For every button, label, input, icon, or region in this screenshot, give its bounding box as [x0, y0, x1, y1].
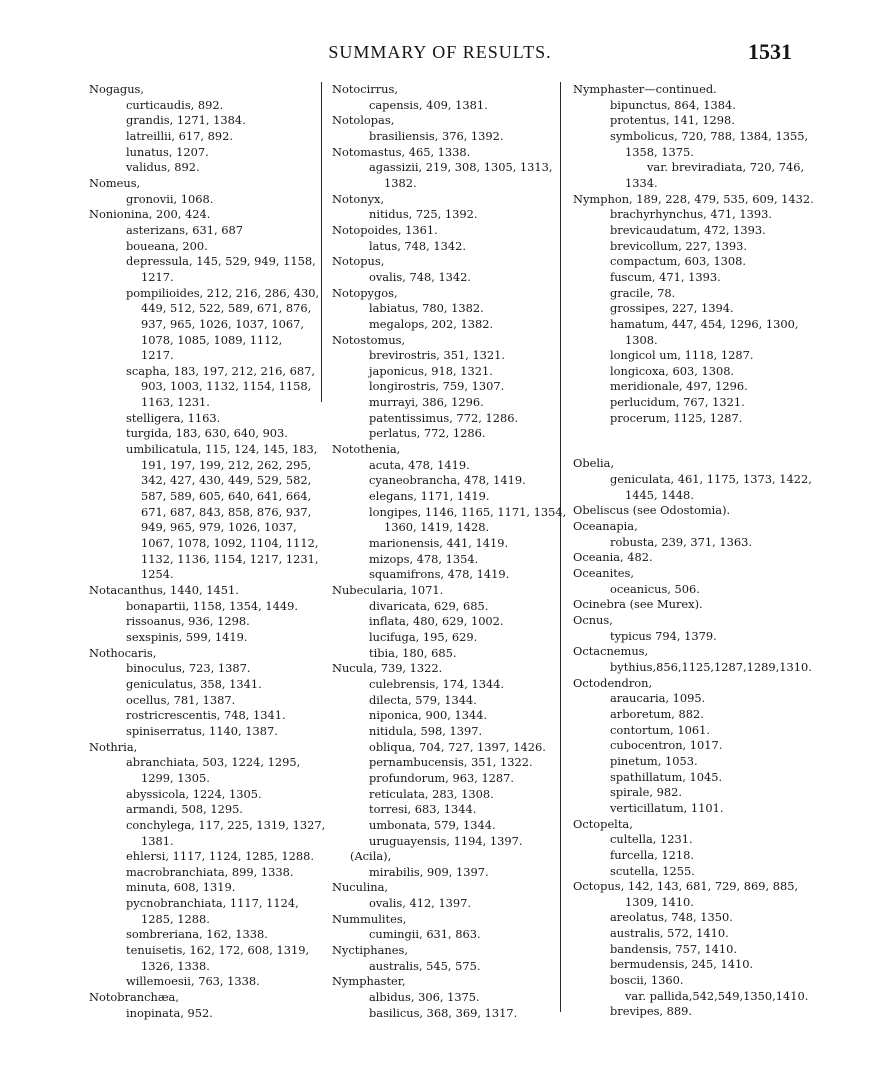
index-heading: Nummulites,	[332, 911, 407, 926]
index-column-1	[89, 82, 326, 1021]
index-entry: typicus 794, 1379.	[610, 628, 717, 643]
index-entry: perlatus, 772, 1286.	[369, 426, 486, 441]
index-entry: pinetum, 1053.	[610, 753, 698, 768]
index-entry: divaricata, 629, 685.	[369, 598, 489, 613]
index-entry: abyssicola, 1224, 1305.	[126, 786, 262, 801]
index-entry: robusta, 239, 371, 1363.	[610, 534, 752, 549]
index-entry: 1217.	[141, 269, 174, 284]
index-heading: Obelia,	[573, 456, 615, 471]
index-entry: pycnobranchiata, 1117, 1124,	[126, 896, 299, 911]
index-entry: araucaria, 1095.	[610, 691, 706, 706]
index-heading: Obeliscus (see Odostomia).	[573, 503, 731, 518]
index-entry: rostricrescentis, 748, 1341.	[126, 708, 286, 723]
index-entry: cyaneobrancha, 478, 1419.	[369, 473, 526, 488]
index-entry: 949, 965, 979, 1026, 1037,	[141, 520, 297, 535]
index-entry: 1067, 1078, 1092, 1104, 1112,	[141, 536, 319, 551]
index-entry: meridionale, 497, 1296.	[610, 379, 748, 394]
index-entry: ovalis, 748, 1342.	[369, 269, 472, 284]
index-heading: Octacnemus,	[573, 644, 649, 659]
index-heading: Notocirrus,	[332, 82, 398, 96]
column-divider	[560, 82, 561, 1012]
index-entry: ocellus, 781, 1387.	[126, 692, 236, 707]
index-entry: brasiliensis, 376, 1392.	[369, 128, 504, 143]
index-entry: furcella, 1218.	[610, 847, 695, 862]
index-heading: Oceanites,	[573, 566, 635, 581]
index-entry: geniculatus, 358, 1341.	[126, 676, 262, 691]
index-entry: bythius,856,1125,1287,1289,1310.	[610, 659, 812, 674]
index-heading: Nubecularia, 1071.	[332, 583, 444, 597]
index-heading: Nymphaster—continued.	[573, 82, 717, 96]
index-entry: 1382.	[384, 175, 417, 190]
index-entry: pompilioides, 212, 216, 286, 430,	[126, 285, 320, 300]
index-entry: curticaudis, 892.	[126, 97, 224, 112]
index-entry: verticillatum, 1101.	[610, 800, 724, 815]
index-entry: 191, 197, 199, 212, 262, 295,	[141, 457, 312, 472]
index-heading: Notobranchæa,	[89, 990, 179, 1005]
page-title: SUMMARY OF RESULTS.	[328, 42, 552, 62]
index-heading: Notothenia,	[332, 442, 401, 457]
index-entry: latus, 748, 1342.	[369, 238, 467, 253]
index-heading: Notomastus, 465, 1338.	[332, 144, 471, 159]
index-entry: scapha, 183, 197, 212, 216, 687,	[126, 363, 315, 378]
index-entry: 1217.	[141, 348, 174, 363]
index-entry: 1163, 1231.	[141, 395, 210, 410]
index-entry: bermudensis, 245, 1410.	[610, 957, 754, 972]
index-heading: Nothria,	[89, 739, 138, 754]
index-entry: willemoesii, 763, 1338.	[126, 974, 260, 989]
index-heading: Notopus,	[332, 254, 385, 269]
index-entry: fuscum, 471, 1393.	[610, 269, 721, 284]
index-entry: 449, 512, 522, 589, 671, 876,	[141, 301, 312, 316]
index-heading: Nymphaster,	[332, 974, 406, 989]
index-entry: capensis, 409, 1381.	[369, 97, 488, 112]
index-entry: culebrensis, 174, 1344.	[369, 676, 505, 691]
index-entry: cultella, 1231.	[610, 832, 693, 847]
index-entry: areolatus, 748, 1350.	[610, 910, 733, 925]
index-entry: asterizans, 631, 687	[126, 222, 243, 237]
index-heading: Notostomus,	[332, 332, 406, 347]
index-heading: Notopygos,	[332, 285, 398, 300]
index-entry: bipunctus, 864, 1384.	[610, 97, 736, 112]
index-entry: inflata, 480, 629, 1002.	[369, 614, 504, 629]
index-heading: Nymphon, 189, 228, 479, 535, 609, 1432.	[573, 191, 814, 206]
index-entry: ehlersi, 1117, 1124, 1285, 1288.	[126, 849, 314, 864]
index-entry: ovalis, 412, 1397.	[369, 896, 472, 911]
index-entry: elegans, 1171, 1419.	[369, 489, 490, 504]
index-entry: turgida, 183, 630, 640, 903.	[126, 426, 288, 441]
index-entry: 587, 589, 605, 640, 641, 664,	[141, 489, 312, 504]
index-entry: longicoxa, 603, 1308.	[610, 363, 735, 378]
index-entry: megalops, 202, 1382.	[369, 316, 494, 331]
index-heading: Ocinebra (see Murex).	[573, 597, 703, 612]
index-entry: contortum, 1061.	[610, 722, 711, 737]
index-column-3	[573, 82, 814, 1020]
index-entry: 1078, 1085, 1089, 1112,	[141, 332, 283, 347]
index-entry: latreillii, 617, 892.	[126, 128, 233, 143]
index-heading: Nyctiphanes,	[332, 943, 408, 958]
index-heading: Oceanapia,	[573, 519, 638, 534]
index-entry: armandi, 508, 1295.	[126, 802, 243, 817]
index-entry: 937, 965, 1026, 1037, 1067,	[141, 316, 305, 331]
index-entry: validus, 892.	[126, 160, 200, 175]
index-entry: sombreriana, 162, 1338.	[126, 927, 268, 942]
index-entry: umbonata, 579, 1344.	[369, 817, 496, 832]
column-divider	[321, 82, 322, 402]
index-entry: 1285, 1288.	[141, 911, 210, 926]
index-heading: Octodendron,	[573, 675, 653, 690]
index-entry: 1132, 1136, 1154, 1217, 1231,	[141, 551, 319, 566]
index-heading: Notolopas,	[332, 113, 395, 128]
index-entry: bandensis, 757, 1410.	[610, 941, 737, 956]
page-header	[0, 39, 880, 72]
index-entry: scutella, 1255.	[610, 863, 695, 878]
index-entry: 1381.	[141, 833, 174, 848]
index-entry: uruguayensis, 1194, 1397.	[369, 833, 523, 848]
index-heading: Oceania, 482.	[573, 550, 653, 565]
index-entry: rissoanus, 936, 1298.	[126, 614, 250, 629]
index-entry: labiatus, 780, 1382.	[369, 301, 484, 316]
index-entry: symbolicus, 720, 788, 1384, 1355,	[610, 128, 809, 143]
index-entry: nitidus, 725, 1392.	[369, 207, 478, 222]
index-entry: brachyrhynchus, 471, 1393.	[610, 207, 772, 222]
index-entry: cumingii, 631, 863.	[369, 927, 481, 942]
index-heading: Octopelta,	[573, 816, 633, 831]
index-entry: lunatus, 1207.	[126, 144, 209, 159]
index-entry: obliqua, 704, 727, 1397, 1426.	[369, 739, 546, 754]
index-entry: 1334.	[625, 175, 658, 190]
index-entry: japonicus, 918, 1321.	[369, 363, 493, 378]
index-entry: australis, 572, 1410.	[610, 926, 729, 941]
index-entry: hamatum, 447, 454, 1296, 1300,	[610, 316, 799, 331]
index-entry: 342, 427, 430, 449, 529, 582,	[141, 473, 312, 488]
index-entry: 1254.	[141, 567, 174, 582]
index-heading: Nuculina,	[332, 880, 389, 895]
index-entry: mizops, 478, 1354.	[369, 551, 479, 566]
index-entry: conchylega, 117, 225, 1319, 1327,	[126, 817, 326, 832]
index-entry: murrayi, 386, 1296.	[369, 395, 484, 410]
index-entry: (Acila),	[350, 849, 392, 864]
index-entry: var. breviradiata, 720, 746,	[647, 160, 805, 175]
index-entry: marionensis, 441, 1419.	[369, 536, 509, 551]
index-entry: depressula, 145, 529, 949, 1158,	[126, 254, 316, 269]
index-heading: Nothocaris,	[89, 645, 157, 660]
index-entry: 1358, 1375.	[625, 144, 694, 159]
index-entry: procerum, 1125, 1287.	[610, 410, 743, 425]
index-entry: brevipes, 889.	[610, 1004, 693, 1019]
index-entry: 1445, 1448.	[625, 487, 694, 502]
index-entry: boscii, 1360.	[610, 973, 684, 988]
index-entry: gracile, 78.	[610, 285, 676, 300]
index-heading: Nonionina, 200, 424.	[89, 207, 211, 222]
index-entry: protentus, 141, 1298.	[610, 113, 735, 128]
index-entry: 1309, 1410.	[625, 894, 694, 909]
index-heading: Notonyx,	[332, 191, 385, 206]
index-entry: arboretum, 882.	[610, 706, 704, 721]
index-heading: Notopoides, 1361.	[332, 222, 438, 237]
index-entry: tibia, 180, 685.	[369, 645, 457, 660]
index-entry: pernambucensis, 351, 1322.	[369, 755, 533, 770]
index-column-2	[332, 82, 567, 1021]
index-entry: dilecta, 579, 1344.	[369, 692, 477, 707]
index-entry: bonapartii, 1158, 1354, 1449.	[126, 598, 298, 613]
index-entry: lucifuga, 195, 629.	[369, 629, 478, 644]
index-entry: profundorum, 963, 1287.	[369, 770, 515, 785]
index-entry: albidus, 306, 1375.	[369, 990, 480, 1005]
index-heading: Nomeus,	[89, 175, 141, 190]
index-entry: 1308.	[625, 332, 658, 347]
index-entry: sexspinis, 599, 1419.	[126, 629, 248, 644]
index-entry: 671, 687, 843, 858, 876, 937,	[141, 504, 312, 519]
index-entry: grossipes, 227, 1394.	[610, 301, 734, 316]
index-heading: Ocnus,	[573, 613, 613, 627]
index-heading: Notacanthus, 1440, 1451.	[89, 583, 239, 597]
index-entry: 1326, 1338.	[141, 958, 210, 973]
index-entry: brevirostris, 351, 1321.	[369, 348, 506, 363]
index-entry: agassizii, 219, 308, 1305, 1313,	[369, 160, 553, 175]
index-entry: patentissimus, 772, 1286.	[369, 410, 519, 425]
page-number: 1531	[748, 39, 792, 64]
index-entry: australis, 545, 575.	[369, 958, 481, 973]
index-entry: boueana, 200.	[126, 238, 208, 253]
index-entry: longirostris, 759, 1307.	[369, 379, 505, 394]
index-entry: perlucidum, 767, 1321.	[610, 395, 745, 410]
index-entry: inopinata, 952.	[126, 1005, 213, 1020]
index-entry: brevicollum, 227, 1393.	[610, 238, 748, 253]
index-entry: umbilicatula, 115, 124, 145, 183,	[126, 442, 318, 457]
index-entry: reticulata, 283, 1308.	[369, 786, 494, 801]
index-entry: niponica, 900, 1344.	[369, 708, 488, 723]
index-entry: longipes, 1146, 1165, 1171, 1354,	[369, 504, 567, 519]
index-entry: spathillatum, 1045.	[610, 769, 723, 784]
index-heading: Nogagus,	[89, 82, 145, 96]
index-entry: stelligera, 1163.	[126, 410, 221, 425]
index-entry: 1360, 1419, 1428.	[384, 520, 490, 535]
index-entry: macrobranchiata, 899, 1338.	[126, 864, 294, 879]
index-heading: Octopus, 142, 143, 681, 729, 869, 885,	[573, 879, 799, 894]
index-entry: tenuisetis, 162, 172, 608, 1319,	[126, 943, 310, 958]
index-heading: Nucula, 739, 1322.	[332, 661, 443, 676]
index-entry: spirale, 982.	[610, 785, 683, 800]
index-entry: spiniserratus, 1140, 1387.	[126, 723, 278, 738]
index-entry: basilicus, 368, 369, 1317.	[369, 1005, 518, 1020]
index-entry: squamifrons, 478, 1419.	[369, 567, 510, 582]
index-entry: acuta, 478, 1419.	[369, 457, 470, 472]
index-entry: binoculus, 723, 1387.	[126, 661, 251, 676]
index-entry: var. pallida,542,549,1350,1410.	[625, 988, 809, 1003]
index-entry: 1299, 1305.	[141, 770, 210, 785]
index-entry: mirabilis, 909, 1397.	[369, 864, 489, 879]
index-entry: torresi, 683, 1344.	[369, 802, 477, 817]
index-entry: geniculata, 461, 1175, 1373, 1422,	[610, 472, 812, 487]
index-entry: cubocentron, 1017.	[610, 738, 723, 753]
index-entry: abranchiata, 503, 1224, 1295,	[126, 755, 301, 770]
index-entry: grandis, 1271, 1384.	[126, 113, 246, 128]
index-entry: brevicaudatum, 472, 1393.	[610, 222, 766, 237]
index-entry: gronovii, 1068.	[126, 191, 214, 206]
index-entry: nitidula, 598, 1397.	[369, 723, 483, 738]
index-entry: longicol um, 1118, 1287.	[610, 348, 754, 363]
index-entry: minuta, 608, 1319.	[126, 880, 236, 895]
index-entry: oceanicus, 506.	[610, 581, 700, 596]
index-entry: compactum, 603, 1308.	[610, 254, 747, 269]
section-gap	[573, 426, 798, 456]
index-entry: 903, 1003, 1132, 1154, 1158,	[141, 379, 312, 394]
